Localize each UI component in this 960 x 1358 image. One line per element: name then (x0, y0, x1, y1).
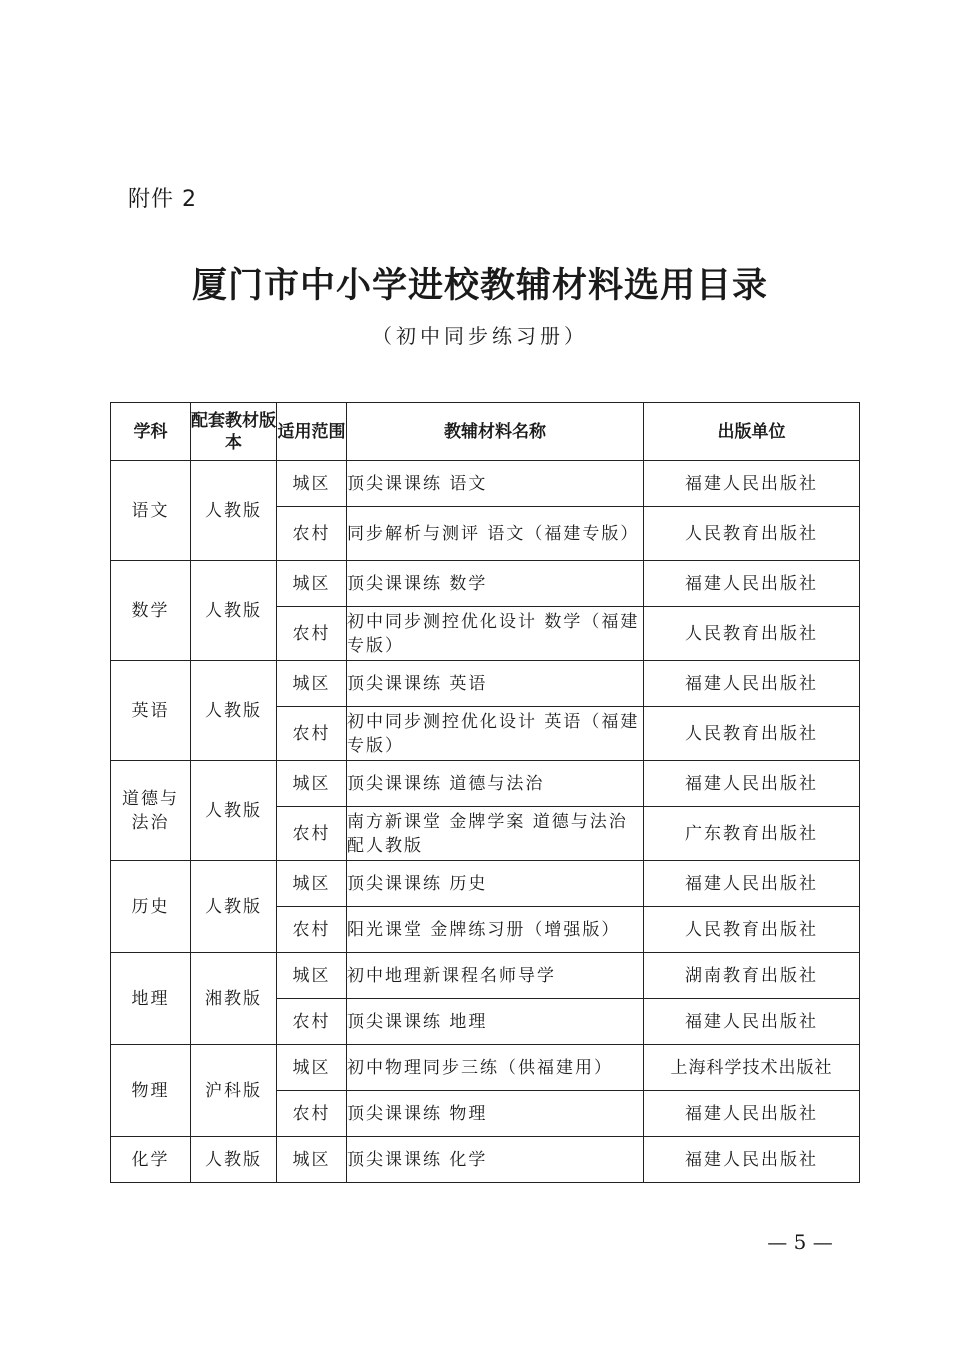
cell-material: 顶尖课课练 历史 (347, 861, 644, 907)
cell-subject: 数学 (111, 561, 191, 661)
header-edition: 配套教材版本 (191, 403, 277, 461)
table-row (111, 861, 860, 907)
cell-scope: 城区 (277, 1045, 347, 1091)
cell-material: 顶尖课课练 物理 (347, 1091, 644, 1137)
cell-scope: 城区 (277, 661, 347, 707)
cell-scope: 农村 (277, 807, 347, 861)
cell-material: 初中同步测控优化设计 英语（福建专版） (347, 707, 644, 761)
cell-edition: 人教版 (191, 861, 277, 953)
materials-table (110, 402, 860, 1183)
cell-publisher: 湖南教育出版社 (644, 953, 860, 999)
cell-material: 同步解析与测评 语文（福建专版） (347, 507, 644, 561)
table-row (111, 561, 860, 607)
cell-material: 顶尖课课练 地理 (347, 999, 644, 1045)
cell-material: 阳光课堂 金牌练习册（增强版） (347, 907, 644, 953)
cell-publisher: 人民教育出版社 (644, 907, 860, 953)
cell-publisher: 人民教育出版社 (644, 607, 860, 661)
cell-scope: 城区 (277, 953, 347, 999)
cell-scope: 城区 (277, 861, 347, 907)
cell-scope: 城区 (277, 761, 347, 807)
cell-subject: 物理 (111, 1045, 191, 1137)
header-subject: 学科 (111, 403, 191, 461)
attachment-label: 附件 2 (128, 187, 197, 212)
page-title: 厦门市中小学进校教辅材料选用目录 (191, 266, 768, 306)
table-header-row (111, 403, 860, 461)
cell-publisher: 福建人民出版社 (644, 561, 860, 607)
table-row (111, 953, 860, 999)
cell-scope: 城区 (277, 1137, 347, 1183)
cell-publisher: 福建人民出版社 (644, 661, 860, 707)
page-number: — 5 — (767, 1230, 833, 1254)
table-row (111, 761, 860, 807)
cell-scope: 城区 (277, 561, 347, 607)
cell-scope: 农村 (277, 907, 347, 953)
cell-edition: 人教版 (191, 761, 277, 861)
header-material: 教辅材料名称 (347, 403, 644, 461)
cell-subject: 道德与法治 (111, 761, 191, 861)
header-publisher: 出版单位 (644, 403, 860, 461)
cell-publisher: 福建人民出版社 (644, 999, 860, 1045)
page-subtitle: （初中同步练习册） (372, 324, 588, 348)
cell-scope: 城区 (277, 461, 347, 507)
cell-publisher: 广东教育出版社 (644, 807, 860, 861)
cell-scope: 农村 (277, 507, 347, 561)
cell-publisher: 上海科学技术出版社 (644, 1045, 860, 1091)
cell-material: 顶尖课课练 数学 (347, 561, 644, 607)
cell-material: 顶尖课课练 英语 (347, 661, 644, 707)
cell-publisher: 福建人民出版社 (644, 461, 860, 507)
cell-publisher: 人民教育出版社 (644, 707, 860, 761)
table-row (111, 661, 860, 707)
table-row (111, 461, 860, 507)
cell-material: 初中地理新课程名师导学 (347, 953, 644, 999)
cell-scope: 农村 (277, 607, 347, 661)
cell-edition: 湘教版 (191, 953, 277, 1045)
cell-subject: 历史 (111, 861, 191, 953)
cell-material: 顶尖课课练 化学 (347, 1137, 644, 1183)
cell-edition: 人教版 (191, 461, 277, 561)
header-scope: 适用范围 (277, 403, 347, 461)
cell-material: 顶尖课课练 语文 (347, 461, 644, 507)
cell-scope: 农村 (277, 707, 347, 761)
cell-scope: 农村 (277, 1091, 347, 1137)
cell-edition: 人教版 (191, 661, 277, 761)
cell-publisher: 福建人民出版社 (644, 1091, 860, 1137)
cell-subject: 英语 (111, 661, 191, 761)
cell-subject: 语文 (111, 461, 191, 561)
cell-material: 南方新课堂 金牌学案 道德与法治 配人教版 (347, 807, 644, 861)
cell-publisher: 福建人民出版社 (644, 1137, 860, 1183)
cell-publisher: 福建人民出版社 (644, 761, 860, 807)
cell-material: 初中同步测控优化设计 数学（福建专版） (347, 607, 644, 661)
cell-publisher: 人民教育出版社 (644, 507, 860, 561)
cell-edition: 人教版 (191, 561, 277, 661)
cell-material: 顶尖课课练 道德与法治 (347, 761, 644, 807)
table-row (111, 1137, 860, 1183)
cell-edition: 人教版 (191, 1137, 277, 1183)
cell-material: 初中物理同步三练（供福建用） (347, 1045, 644, 1091)
cell-publisher: 福建人民出版社 (644, 861, 860, 907)
cell-edition: 沪科版 (191, 1045, 277, 1137)
cell-subject: 地理 (111, 953, 191, 1045)
cell-subject: 化学 (111, 1137, 191, 1183)
cell-scope: 农村 (277, 999, 347, 1045)
table-row (111, 1045, 860, 1091)
